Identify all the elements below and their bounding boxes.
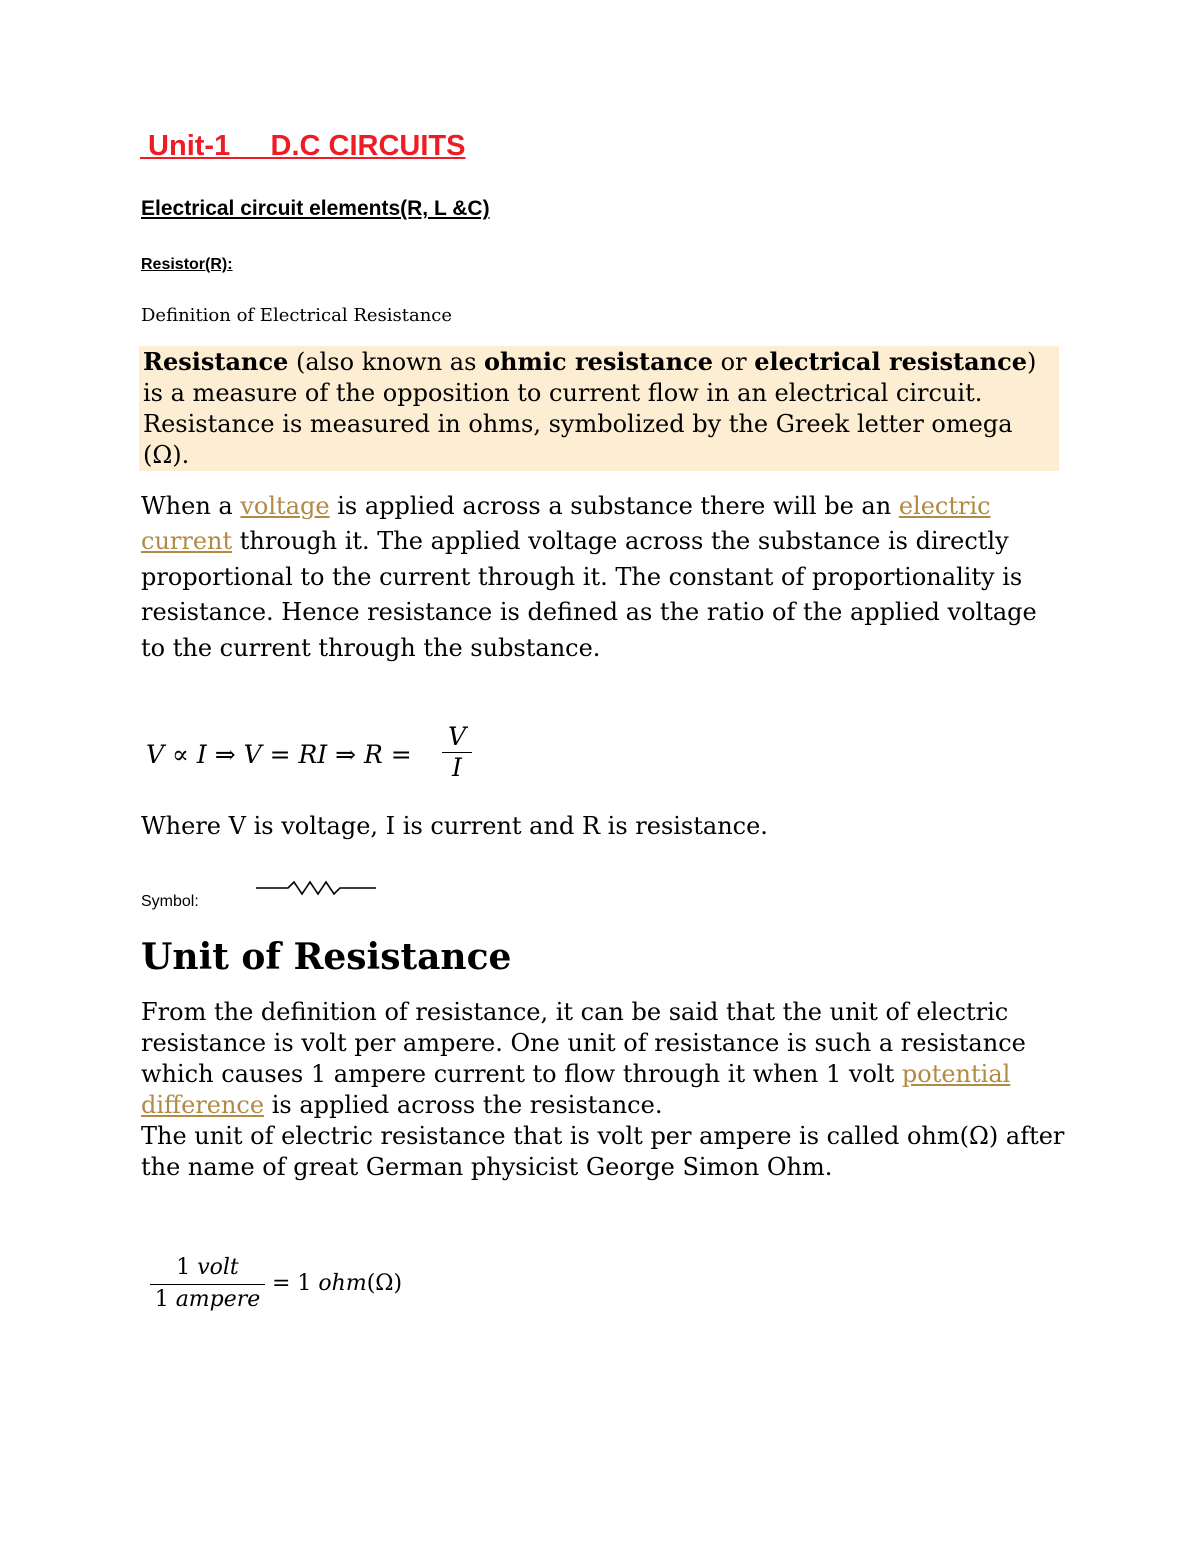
unit-denominator <box>150 1285 265 1315</box>
para1-text-3: through it. The applied voltage across the substance is directly proportional to the current through it. The constant of proportionality is resistance. Hence resistance is defined as the ratio of the applied voltage to the current through the substance. <box>141 527 1037 662</box>
resistor-subheading: Resistor(R): <box>141 256 233 273</box>
para2-text-2: is applied across the resistance. <box>264 1091 663 1119</box>
num-digit: 1 <box>176 1255 198 1280</box>
para1-text-1: When a <box>141 492 241 520</box>
symbol-label: Symbol: <box>141 893 199 910</box>
unit-of-resistance-heading: Unit of Resistance <box>141 936 512 978</box>
section-heading: Electrical circuit elements(R, L &C) <box>141 197 490 220</box>
voltage-current-paragraph <box>141 489 1041 666</box>
ohms-law-formula <box>146 722 476 792</box>
formula-fraction <box>442 722 472 783</box>
num-unit: volt <box>197 1255 239 1280</box>
formula-denominator: I <box>452 753 462 782</box>
term-ohmic-resistance: ohmic resistance <box>484 347 713 376</box>
variable-definitions: Where V is voltage, I is current and R is resistance. <box>141 812 768 840</box>
voltage-link[interactable]: voltage <box>240 492 330 520</box>
term-resistance: Resistance <box>143 347 289 376</box>
unit-rhs <box>272 1271 402 1296</box>
unit-paragraph <box>141 997 1071 1183</box>
unit-title: Unit-1 D.C CIRCUITS <box>140 130 466 162</box>
rhs-eq: = 1 <box>272 1271 319 1296</box>
unit-numerator <box>150 1252 265 1284</box>
formula-main: V ∝ I ⇒ V = RI ⇒ R = <box>146 740 412 769</box>
potential-difference-link[interactable]: potential difference <box>141 1060 1011 1119</box>
term-electrical-resistance: electrical resistance <box>754 347 1027 376</box>
den-unit: ampere <box>175 1287 261 1312</box>
unit-fraction <box>150 1252 265 1315</box>
definition-highlight-box <box>139 346 1059 471</box>
resistor-zigzag <box>256 882 376 894</box>
ohm-unit-formula <box>150 1252 420 1324</box>
electric-current-link[interactable]: electric current <box>141 492 991 556</box>
para1-text-2: is applied across a substance there will be an <box>329 492 899 520</box>
den-digit: 1 <box>154 1287 176 1312</box>
para2-text-3: The unit of electric resistance that is volt per ampere is called ohm(Ω) after the name of great German physicist George Simon Ohm. <box>141 1122 1065 1181</box>
definition-text-3: ) is a measure of the opposition to current flow in an electrical circuit. Resistance is measured in ohms, symbolized by the Greek letter omega (Ω). <box>143 348 1037 469</box>
para2-text-1: From the definition of resistance, it can be said that the unit of electric resistance is volt per ampere. One unit of resistance is such a resistance which causes 1 ampere current to flow through it when 1 volt <box>141 998 1026 1088</box>
definition-text-1: (also known as <box>288 348 485 376</box>
definition-heading: Definition of Electrical Resistance <box>141 305 453 326</box>
resistor-symbol-icon <box>256 878 378 898</box>
rhs-omega: (Ω) <box>366 1271 403 1296</box>
rhs-ohm: ohm <box>318 1271 367 1296</box>
formula-numerator: V <box>447 722 467 751</box>
definition-text-2: or <box>713 348 755 376</box>
